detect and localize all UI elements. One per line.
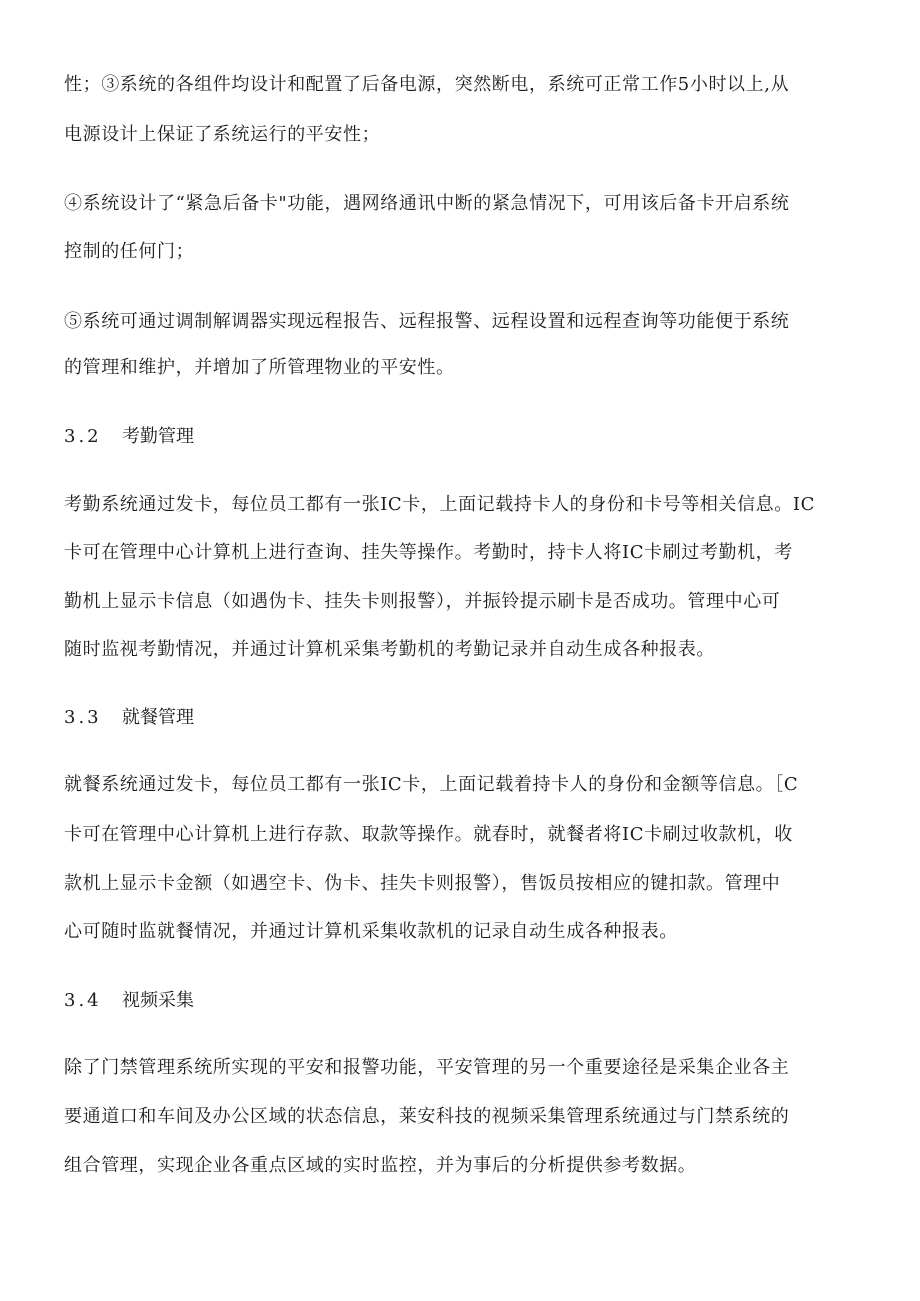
- section-title: 考勤管理: [122, 426, 194, 447]
- section-heading-3-2: [64, 425, 194, 449]
- paragraph-line: 要通道口和车间及办公区域的状态信息，莱安科技的视频采集管理系统通过与门禁系统的: [64, 1106, 790, 1127]
- section-number: 3.3: [64, 707, 102, 728]
- section-number: 3.2: [64, 426, 102, 447]
- section-heading-3-4: [64, 989, 194, 1013]
- section-number: 3.4: [64, 990, 102, 1011]
- paragraph-line: 勤机上显示卡信息（如遇伪卡、挂失卡则报警），并振铃提示刷卡是否成功。管理中心可: [64, 591, 781, 612]
- paragraph-line: ⑤系统可通过调制解调器实现远程报告、远程报警、远程设置和远程查询等功能便于系统: [64, 311, 790, 332]
- paragraph-line: 随时监视考勤情况，并通过计算机采集考勤机的考勤记录并自动生成各种报表。: [64, 639, 715, 660]
- section-heading-3-3: [64, 706, 194, 730]
- paragraph-line: 除了门禁管理系统所实现的平安和报警功能，平安管理的另一个重要途径是采集企业各主: [64, 1057, 790, 1078]
- paragraph-line: 卡可在管理中心计算机上进行查询、挂失等操作。考勤时，持卡人将IC卡刷过考勤机，考: [64, 542, 793, 563]
- paragraph-line: 电源设计上保证了系统运行的平安性；: [64, 124, 381, 145]
- paragraph-line: 心可随时监就餐情况，并通过计算机采集收款机的记录自动生成各种报表。: [64, 921, 678, 942]
- paragraph-line: 就餐系统通过发卡，每位员工都有一张IC卡，上面记载着持卡人的身份和金额等信息。［C: [64, 774, 799, 795]
- paragraph-line: 组合管理，实现企业各重点区域的实时监控，并为事后的分析提供参考数据。: [64, 1155, 697, 1176]
- paragraph-line: 款机上显示卡金额（如遇空卡、伪卡、挂失卡则报警），售饭员按相应的键扣款。管理中: [64, 873, 781, 894]
- paragraph-line: 的管理和维护，并增加了所管理物业的平安性。: [64, 357, 455, 378]
- paragraph-line: 考勤系统通过发卡，每位员工都有一张IC卡，上面记载持卡人的身份和卡号等相关信息。IC: [64, 494, 815, 515]
- paragraph-line: 卡可在管理中心计算机上进行存款、取款等操作。就春时，就餐者将IC卡刷过收款机，收: [64, 824, 793, 845]
- paragraph-line: 性；③系统的各组件均设计和配置了后备电源，突然断电，系统可正常工作5小时以上,从: [64, 74, 790, 95]
- paragraph-line: 控制的任何门；: [64, 241, 195, 262]
- paragraph-line: ④系统设计了“紧急后备卡"功能，遇网络通讯中断的紧急情况下，可用该后备卡开启系统: [64, 193, 790, 214]
- section-title: 视频采集: [122, 990, 194, 1011]
- section-title: 就餐管理: [122, 707, 194, 728]
